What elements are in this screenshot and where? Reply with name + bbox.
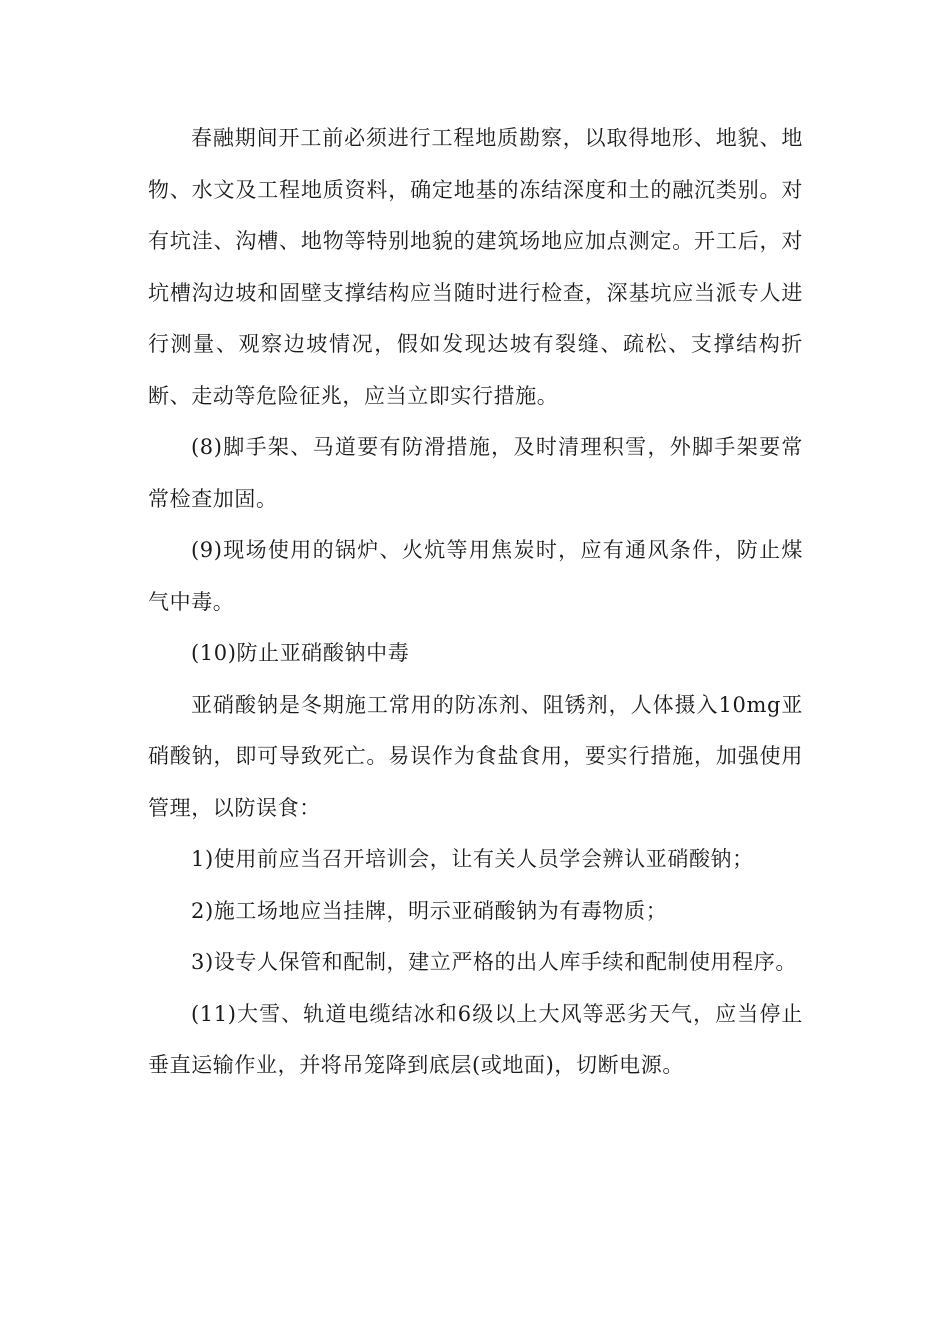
paragraph-spring-thaw-survey: 春融期间开工前必须进行工程地质勘察，以取得地形、地貌、地物、水文及工程地质资料，确定地基的冻结深度和土的融沉类别。对有坑洼、沟槽、地物等特别地貌的建筑场地应加点测定。开工后，对坑槽沟边坡和固壁支撑结构应当随时进行检查，深基坑应当派专人进行测量、观察边坡情况，假如发现达坡有裂缝、疏松、支撑结构折断、走动等危险征兆，应当立即实行措施。 bbox=[148, 126, 803, 408]
paragraph-nitrite-item-1: 1)使用前应当召开培训会，让有关人员学会辨认亚硝酸钠； bbox=[191, 847, 754, 871]
paragraph-severe-weather: (11)大雪、轨道电缆结冰和6级以上大风等恶劣天气，应当停止垂直运输作业，并将吊笼降到底层(或地面)，切断电源。 bbox=[148, 1001, 803, 1077]
paragraph-nitrite-heading: (10)防止亚硝酸钠中毒 bbox=[191, 641, 410, 665]
paragraph-boiler-ventilation: (9)现场使用的锅炉、火炕等用焦炭时，应有通风条件，防止煤气中毒。 bbox=[148, 538, 803, 614]
document-body bbox=[148, 113, 803, 1092]
paragraph-nitrite-item-3: 3)设专人保管和配制，建立严格的出人库手续和配制使用程序。 bbox=[191, 950, 797, 974]
paragraph-nitrite-description: 亚硝酸钠是冬期施工常用的防冻剂、阻锈剂，人体摄入10mg亚硝酸钠，即可导致死亡。易误作为食盐食用，要实行措施，加强使用管理，以防误食： bbox=[148, 692, 803, 820]
paragraph-scaffold-safety: (8)脚手架、马道要有防滑措施，及时清理积雪，外脚手架要常常检查加固。 bbox=[148, 435, 803, 511]
paragraph-nitrite-item-2: 2)施工场地应当挂牌，明示亚硝酸钠为有毒物质； bbox=[191, 898, 668, 923]
